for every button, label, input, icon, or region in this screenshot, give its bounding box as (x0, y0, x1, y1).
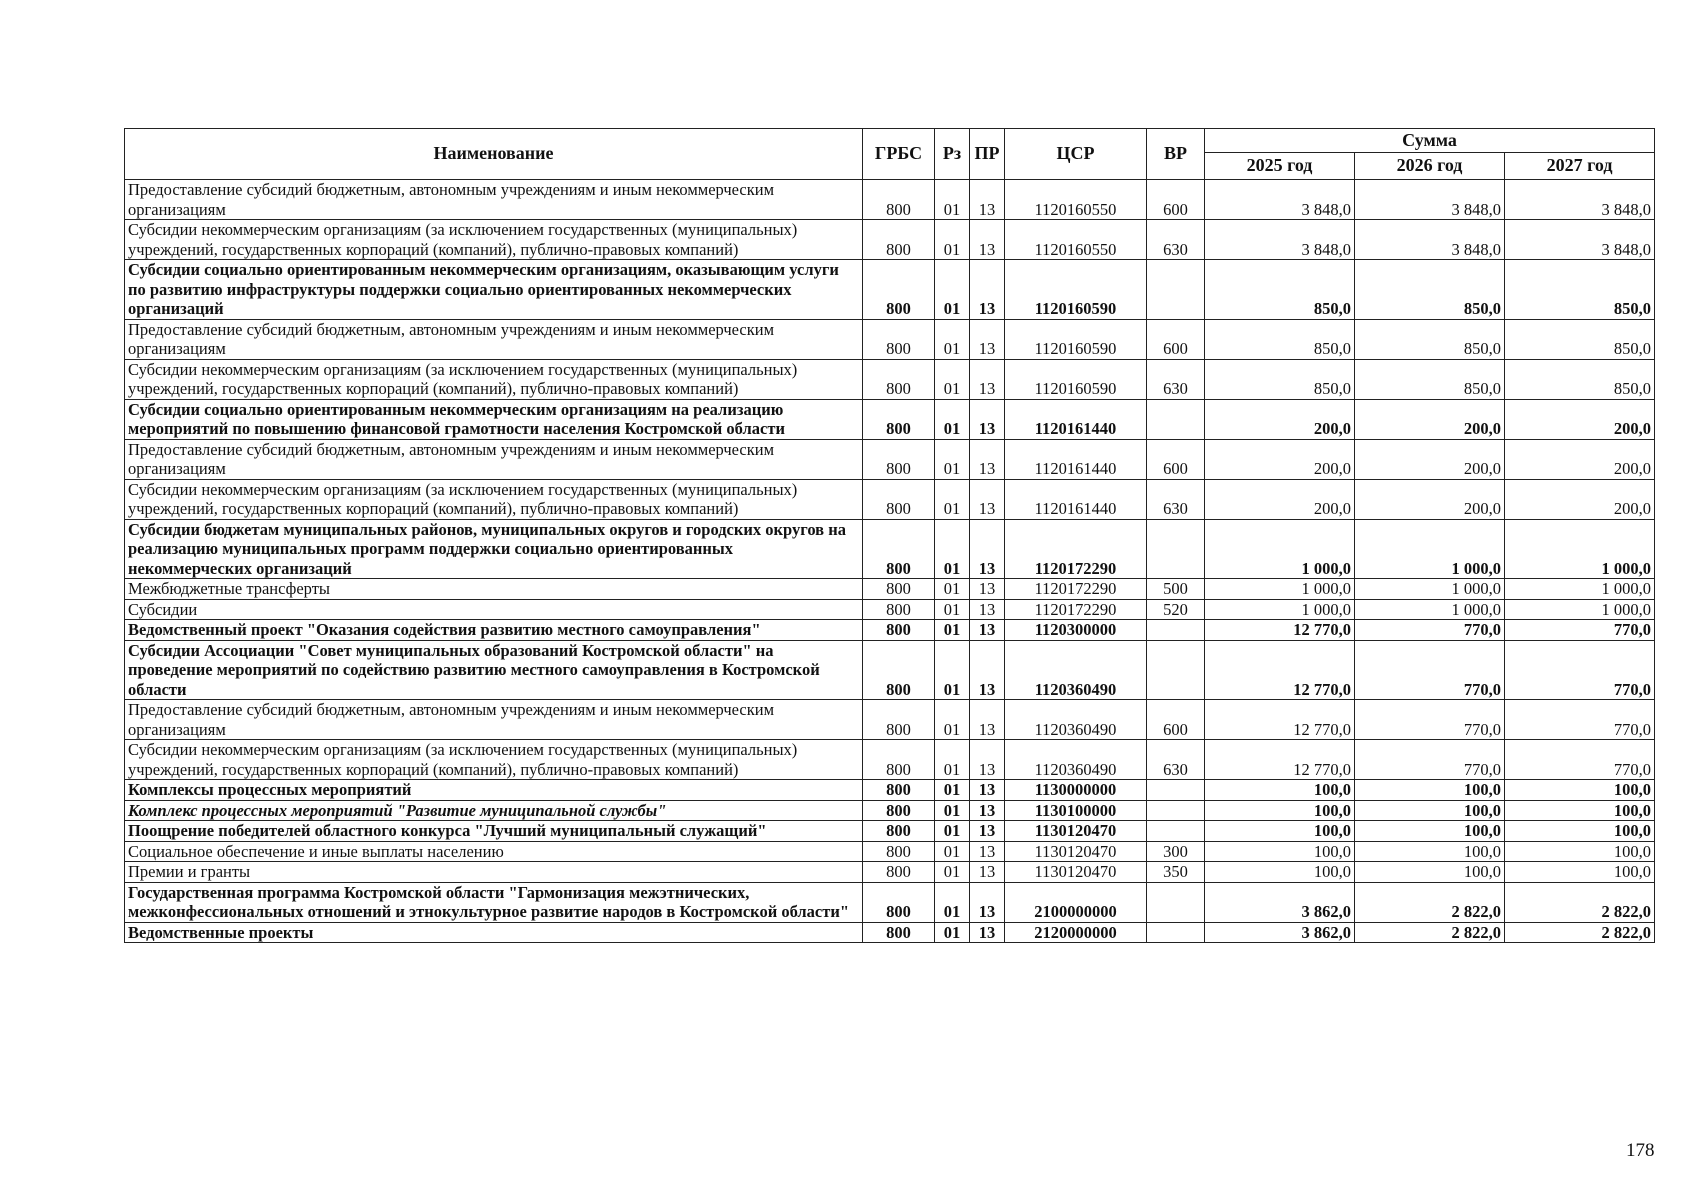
cell-vr (1147, 882, 1205, 922)
cell-vr (1147, 821, 1205, 842)
table-row (125, 359, 1655, 399)
cell-rz: 01 (935, 922, 970, 943)
cell-2027: 770,0 (1505, 620, 1655, 641)
cell-2026: 2 822,0 (1355, 922, 1505, 943)
cell-2025: 200,0 (1205, 439, 1355, 479)
table-row (125, 599, 1655, 620)
table-row (125, 800, 1655, 821)
cell-2027: 200,0 (1505, 439, 1655, 479)
cell-grbs: 800 (863, 180, 935, 220)
cell-2026: 770,0 (1355, 700, 1505, 740)
cell-name: Комплексы процессных мероприятий (125, 780, 863, 801)
cell-pr: 13 (970, 399, 1005, 439)
cell-rz: 01 (935, 220, 970, 260)
cell-rz: 01 (935, 620, 970, 641)
cell-name: Субсидии некоммерческим организациям (за исключением государственных (муниципальных) учреждений, государственных корпораций (компаний), публично-правовых компаний) (125, 740, 863, 780)
cell-grbs: 800 (863, 319, 935, 359)
cell-2026: 100,0 (1355, 780, 1505, 801)
table-row (125, 882, 1655, 922)
cell-2027: 850,0 (1505, 359, 1655, 399)
cell-2027: 2 822,0 (1505, 922, 1655, 943)
cell-2025: 1 000,0 (1205, 519, 1355, 579)
cell-vr: 600 (1147, 439, 1205, 479)
column-header-2026: 2026 год (1355, 153, 1505, 180)
cell-vr (1147, 620, 1205, 641)
cell-rz: 01 (935, 700, 970, 740)
cell-rz: 01 (935, 260, 970, 320)
cell-name: Субсидии некоммерческим организациям (за исключением государственных (муниципальных) учреждений, государственных корпораций (компаний), публично-правовых компаний) (125, 220, 863, 260)
column-header-rz: Рз (935, 129, 970, 180)
cell-rz: 01 (935, 439, 970, 479)
cell-pr: 13 (970, 359, 1005, 399)
cell-2027: 850,0 (1505, 319, 1655, 359)
cell-rz: 01 (935, 519, 970, 579)
table-row (125, 700, 1655, 740)
table-row (125, 439, 1655, 479)
cell-2026: 770,0 (1355, 620, 1505, 641)
cell-2026: 200,0 (1355, 399, 1505, 439)
cell-2026: 200,0 (1355, 479, 1505, 519)
cell-pr: 13 (970, 319, 1005, 359)
cell-rz: 01 (935, 882, 970, 922)
cell-2025: 3 848,0 (1205, 220, 1355, 260)
cell-2026: 850,0 (1355, 319, 1505, 359)
cell-csr: 1120161440 (1005, 479, 1147, 519)
cell-vr: 600 (1147, 319, 1205, 359)
cell-2025: 200,0 (1205, 399, 1355, 439)
cell-rz: 01 (935, 180, 970, 220)
table-row (125, 479, 1655, 519)
cell-2025: 100,0 (1205, 780, 1355, 801)
cell-vr (1147, 260, 1205, 320)
cell-2026: 3 848,0 (1355, 180, 1505, 220)
cell-2025: 12 770,0 (1205, 740, 1355, 780)
cell-vr: 630 (1147, 220, 1205, 260)
cell-csr: 1120300000 (1005, 620, 1147, 641)
cell-grbs: 800 (863, 579, 935, 600)
cell-2026: 100,0 (1355, 841, 1505, 862)
cell-grbs: 800 (863, 519, 935, 579)
cell-vr: 350 (1147, 862, 1205, 883)
cell-name: Субсидии социально ориентированным некоммерческим организациям на реализацию мероприятий по повышению финансовой грамотности населения Костромской области (125, 399, 863, 439)
cell-2025: 100,0 (1205, 821, 1355, 842)
cell-2026: 3 848,0 (1355, 220, 1505, 260)
table-row (125, 260, 1655, 320)
cell-name: Предоставление субсидий бюджетным, автономным учреждениям и иным некоммерческим организациям (125, 319, 863, 359)
cell-pr: 13 (970, 519, 1005, 579)
cell-rz: 01 (935, 640, 970, 700)
cell-grbs: 800 (863, 260, 935, 320)
cell-csr: 1130120470 (1005, 821, 1147, 842)
table-row (125, 519, 1655, 579)
cell-vr (1147, 780, 1205, 801)
table-row (125, 220, 1655, 260)
cell-rz: 01 (935, 780, 970, 801)
cell-grbs: 800 (863, 479, 935, 519)
column-header-pr: ПР (970, 129, 1005, 180)
cell-vr (1147, 640, 1205, 700)
cell-grbs: 800 (863, 700, 935, 740)
cell-2027: 1 000,0 (1505, 579, 1655, 600)
cell-2026: 850,0 (1355, 359, 1505, 399)
cell-vr: 300 (1147, 841, 1205, 862)
cell-vr (1147, 519, 1205, 579)
cell-vr: 630 (1147, 359, 1205, 399)
cell-2025: 100,0 (1205, 841, 1355, 862)
column-header-2025: 2025 год (1205, 153, 1355, 180)
table-row (125, 579, 1655, 600)
cell-rz: 01 (935, 599, 970, 620)
cell-pr: 13 (970, 640, 1005, 700)
cell-name: Поощрение победителей областного конкурса "Лучший муниципальный служащий" (125, 821, 863, 842)
cell-grbs: 800 (863, 922, 935, 943)
cell-2025: 100,0 (1205, 800, 1355, 821)
cell-csr: 1120360490 (1005, 740, 1147, 780)
cell-2027: 100,0 (1505, 800, 1655, 821)
cell-2026: 770,0 (1355, 640, 1505, 700)
cell-name: Субсидии некоммерческим организациям (за исключением государственных (муниципальных) учреждений, государственных корпораций (компаний), публично-правовых компаний) (125, 359, 863, 399)
cell-name: Ведомственный проект "Оказания содействия развитию местного самоуправления" (125, 620, 863, 641)
table-header (125, 129, 1655, 180)
cell-vr: 600 (1147, 180, 1205, 220)
cell-pr: 13 (970, 800, 1005, 821)
cell-pr: 13 (970, 579, 1005, 600)
table-body (125, 180, 1655, 943)
cell-2025: 850,0 (1205, 260, 1355, 320)
cell-2026: 1 000,0 (1355, 519, 1505, 579)
column-header-sum: Сумма (1205, 129, 1655, 153)
cell-2027: 850,0 (1505, 260, 1655, 320)
cell-csr: 2120000000 (1005, 922, 1147, 943)
cell-name: Предоставление субсидий бюджетным, автономным учреждениям и иным некоммерческим организациям (125, 180, 863, 220)
cell-2026: 850,0 (1355, 260, 1505, 320)
cell-vr: 630 (1147, 740, 1205, 780)
cell-pr: 13 (970, 922, 1005, 943)
cell-vr (1147, 399, 1205, 439)
cell-grbs: 800 (863, 780, 935, 801)
cell-pr: 13 (970, 821, 1005, 842)
cell-2025: 100,0 (1205, 862, 1355, 883)
cell-vr: 600 (1147, 700, 1205, 740)
cell-csr: 1120360490 (1005, 640, 1147, 700)
cell-2027: 1 000,0 (1505, 599, 1655, 620)
cell-2026: 100,0 (1355, 800, 1505, 821)
cell-csr: 1120160550 (1005, 180, 1147, 220)
cell-2026: 2 822,0 (1355, 882, 1505, 922)
cell-pr: 13 (970, 599, 1005, 620)
cell-pr: 13 (970, 882, 1005, 922)
table-row (125, 922, 1655, 943)
cell-csr: 1120172290 (1005, 579, 1147, 600)
cell-rz: 01 (935, 740, 970, 780)
cell-grbs: 800 (863, 359, 935, 399)
column-header-vr: ВР (1147, 129, 1205, 180)
cell-2027: 770,0 (1505, 740, 1655, 780)
cell-2026: 770,0 (1355, 740, 1505, 780)
cell-2025: 1 000,0 (1205, 579, 1355, 600)
cell-csr: 1130120470 (1005, 841, 1147, 862)
column-header-csr: ЦСР (1005, 129, 1147, 180)
table-row (125, 740, 1655, 780)
cell-csr: 1120160590 (1005, 359, 1147, 399)
cell-vr (1147, 800, 1205, 821)
table-row (125, 399, 1655, 439)
cell-rz: 01 (935, 579, 970, 600)
table-row (125, 319, 1655, 359)
cell-name: Предоставление субсидий бюджетным, автономным учреждениям и иным некоммерческим организациям (125, 439, 863, 479)
cell-2025: 1 000,0 (1205, 599, 1355, 620)
cell-rz: 01 (935, 359, 970, 399)
cell-pr: 13 (970, 841, 1005, 862)
cell-2027: 200,0 (1505, 399, 1655, 439)
cell-name: Межбюджетные трансферты (125, 579, 863, 600)
cell-2027: 200,0 (1505, 479, 1655, 519)
cell-2027: 100,0 (1505, 821, 1655, 842)
cell-rz: 01 (935, 841, 970, 862)
cell-rz: 01 (935, 399, 970, 439)
cell-2027: 3 848,0 (1505, 220, 1655, 260)
cell-2026: 1 000,0 (1355, 579, 1505, 600)
cell-name: Субсидии бюджетам муниципальных районов, муниципальных округов и городских округов на реализацию муниципальных программ поддержки социально ориентированных некоммерческих организаций (125, 519, 863, 579)
cell-pr: 13 (970, 220, 1005, 260)
cell-grbs: 800 (863, 841, 935, 862)
cell-pr: 13 (970, 479, 1005, 519)
table-row (125, 862, 1655, 883)
cell-name: Ведомственные проекты (125, 922, 863, 943)
cell-2027: 100,0 (1505, 841, 1655, 862)
cell-csr: 1130100000 (1005, 800, 1147, 821)
cell-grbs: 800 (863, 800, 935, 821)
cell-2025: 200,0 (1205, 479, 1355, 519)
cell-grbs: 800 (863, 640, 935, 700)
column-header-2027: 2027 год (1505, 153, 1655, 180)
cell-csr: 1130000000 (1005, 780, 1147, 801)
cell-rz: 01 (935, 319, 970, 359)
cell-vr: 500 (1147, 579, 1205, 600)
cell-pr: 13 (970, 620, 1005, 641)
cell-rz: 01 (935, 821, 970, 842)
cell-vr (1147, 922, 1205, 943)
cell-csr: 1120160550 (1005, 220, 1147, 260)
cell-name: Субсидии (125, 599, 863, 620)
cell-2025: 850,0 (1205, 319, 1355, 359)
cell-vr: 630 (1147, 479, 1205, 519)
cell-pr: 13 (970, 260, 1005, 320)
cell-csr: 1130120470 (1005, 862, 1147, 883)
cell-grbs: 800 (863, 620, 935, 641)
cell-rz: 01 (935, 479, 970, 519)
cell-pr: 13 (970, 180, 1005, 220)
cell-pr: 13 (970, 780, 1005, 801)
cell-csr: 1120172290 (1005, 519, 1147, 579)
cell-csr: 1120161440 (1005, 399, 1147, 439)
cell-grbs: 800 (863, 220, 935, 260)
cell-2027: 2 822,0 (1505, 882, 1655, 922)
cell-grbs: 800 (863, 862, 935, 883)
cell-csr: 1120160590 (1005, 319, 1147, 359)
cell-name: Субсидии социально ориентированным некоммерческим организациям, оказывающим услуги по развитию инфраструктуры поддержки социально ориентированных некоммерческих организаций (125, 260, 863, 320)
cell-grbs: 800 (863, 882, 935, 922)
table-row (125, 821, 1655, 842)
cell-2025: 3 862,0 (1205, 922, 1355, 943)
cell-grbs: 800 (863, 821, 935, 842)
cell-2026: 100,0 (1355, 862, 1505, 883)
cell-2026: 1 000,0 (1355, 599, 1505, 620)
cell-pr: 13 (970, 439, 1005, 479)
cell-2025: 12 770,0 (1205, 620, 1355, 641)
cell-2027: 100,0 (1505, 862, 1655, 883)
cell-grbs: 800 (863, 399, 935, 439)
cell-2026: 100,0 (1355, 821, 1505, 842)
column-header-name: Наименование (125, 129, 863, 180)
cell-2027: 1 000,0 (1505, 519, 1655, 579)
cell-2027: 3 848,0 (1505, 180, 1655, 220)
cell-2025: 3 848,0 (1205, 180, 1355, 220)
table-row (125, 640, 1655, 700)
cell-name: Премии и гранты (125, 862, 863, 883)
cell-csr: 1120160590 (1005, 260, 1147, 320)
cell-2027: 770,0 (1505, 640, 1655, 700)
cell-name: Субсидии некоммерческим организациям (за исключением государственных (муниципальных) учреждений, государственных корпораций (компаний), публично-правовых компаний) (125, 479, 863, 519)
cell-grbs: 800 (863, 439, 935, 479)
table-row (125, 780, 1655, 801)
cell-grbs: 800 (863, 740, 935, 780)
cell-grbs: 800 (863, 599, 935, 620)
table-row (125, 180, 1655, 220)
cell-name: Государственная программа Костромской области "Гармонизация межэтнических, межконфессиональных отношений и этнокультурное развитие народов в Костромской области" (125, 882, 863, 922)
budget-table (124, 128, 1655, 943)
cell-csr: 2100000000 (1005, 882, 1147, 922)
table-row (125, 620, 1655, 641)
cell-pr: 13 (970, 740, 1005, 780)
cell-pr: 13 (970, 700, 1005, 740)
cell-name: Субсидии Ассоциации "Совет муниципальных образований Костромской области" на проведение мероприятий по содействию развитию местного самоуправления в Костромской области (125, 640, 863, 700)
cell-2025: 12 770,0 (1205, 640, 1355, 700)
cell-csr: 1120161440 (1005, 439, 1147, 479)
cell-rz: 01 (935, 800, 970, 821)
cell-csr: 1120360490 (1005, 700, 1147, 740)
cell-2027: 770,0 (1505, 700, 1655, 740)
page-number: 178 (1626, 1140, 1655, 1161)
cell-vr: 520 (1147, 599, 1205, 620)
cell-rz: 01 (935, 862, 970, 883)
table-row (125, 841, 1655, 862)
column-header-grbs: ГРБС (863, 129, 935, 180)
cell-2025: 12 770,0 (1205, 700, 1355, 740)
cell-pr: 13 (970, 862, 1005, 883)
cell-name: Предоставление субсидий бюджетным, автономным учреждениям и иным некоммерческим организациям (125, 700, 863, 740)
cell-csr: 1120172290 (1005, 599, 1147, 620)
cell-2026: 200,0 (1355, 439, 1505, 479)
cell-2025: 850,0 (1205, 359, 1355, 399)
cell-name: Комплекс процессных мероприятий "Развитие муниципальной службы" (125, 800, 863, 821)
cell-name: Социальное обеспечение и иные выплаты населению (125, 841, 863, 862)
cell-2025: 3 862,0 (1205, 882, 1355, 922)
cell-2027: 100,0 (1505, 780, 1655, 801)
